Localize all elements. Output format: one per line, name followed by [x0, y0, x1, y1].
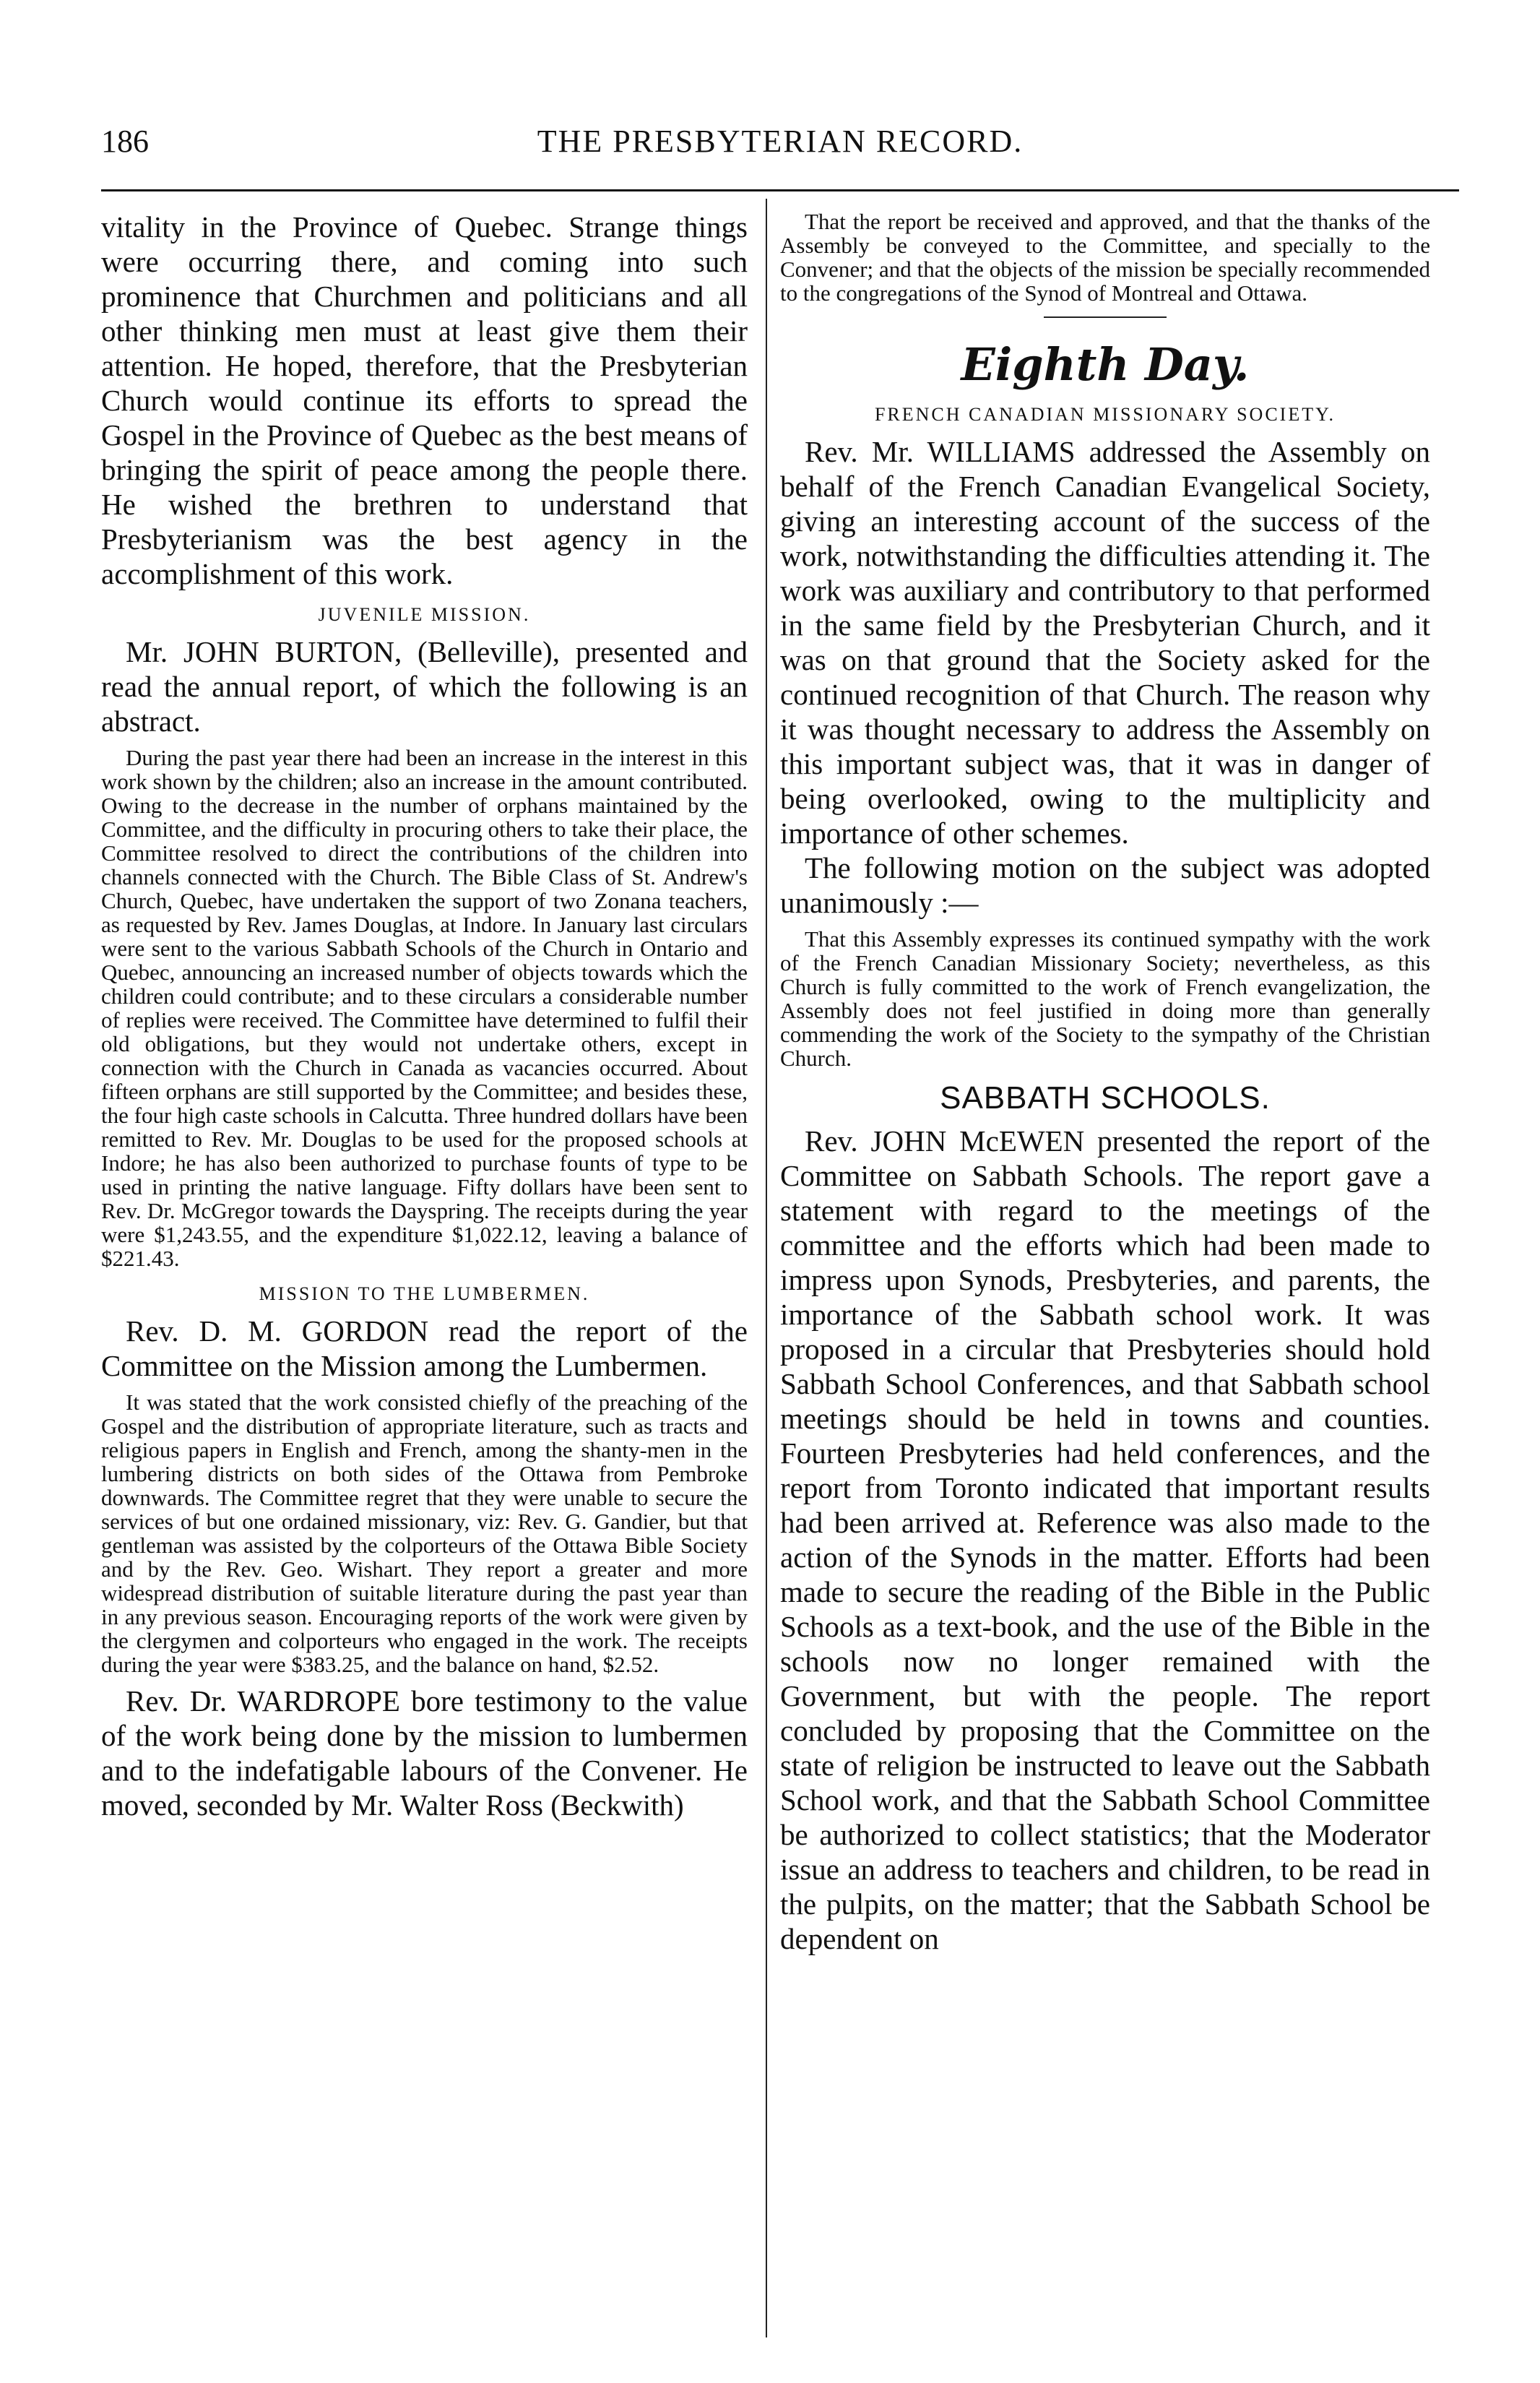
paragraph-resolution: That the report be received and approved, and that the thanks of the Assembly be conveyed to the Committee, and specially to the Convener; and that the objects of the mission be specially recommended to the congregations of the Synod of Montreal and Ottawa.	[780, 209, 1430, 306]
paragraph-juvenile-report: During the past year there had been an increase in the interest in this work shown by the children; also an increase in the amount contributed. Owing to the decrease in the number of orphans maintained by the Committee, and the difficulty in procuring others to take their place, the Committee resolved to direct the contributions of the children into channels connected with the Church. The Bible Class of St. Andrew's Church, Quebec, have undertaken the support of two Zonana teachers, as requested by Rev. James Douglas, at Indore. In January last circulars were sent to the various Sabbath Schools of the Church in Ontario and Quebec, announcing an increased number of objects towards which the children could contribute; and to these circulars a considerable number of replies were received. The Committee have determined to fulfil their old obligations, but they would not undertake others, except in connection with the Church in Canada as vacancies occurred. About fifteen orphans are still supported by the Committee; and besides these, the four high caste schools in Calcutta. Three hundred dollars have been remitted to Rev. Mr. Douglas to be used for the proposed schools at Indore; he has also been authorized to purchase founts of type to be used in printing the native language. Fifty dollars have been sent to Rev. Dr. McGregor towards the Dayspring. The receipts during the year were $1,243.55, and the expenditure $1,022.12, leaving a balance of $221.43.	[101, 745, 748, 1271]
heading-eighth-day: Eighth Day.	[961, 338, 1250, 391]
heading-juvenile-mission: JUVENILE MISSION.	[318, 604, 531, 625]
paragraph-gordon: Rev. D. M. GORDON read the report of the Committee on the Mission among the Lumbermen.	[101, 1314, 748, 1382]
paragraph-quebec: vitality in the Province of Quebec. Strange things were occurring there, and coming into such prominence that Churchmen and politicians and all other thinking men must at least give them their attention. He hoped, therefore, that the Presbyterian Church would continue its efforts to spread the Gospel in the Province of Quebec as the best means of bringing the spirit of peace among the people there. He wished the brethren to understand that Presbyterianism was the best agency in the accomplishment of this work.	[101, 210, 748, 590]
paragraph-lumbermen-report: It was stated that the work consisted chiefly of the preaching of the Gospel and the distribution of appropriate literature, such as tracts and religious papers in English and French, among the shanty-men in the lumbering districts on both sides of the Ottawa from Pembroke downwards. The Committee regret that they were unable to secure the services of but one ordained missionary, viz: Rev. G. Gandier, but that gentleman was assisted by the colporteurs of the Ottawa Bible Society and by the Rev. Geo. Wishart. They report a greater and more widespread distribution of suitable literature during the past year than in any previous season. Encouraging reports of the work were given by the clergymen and colporteurs who engaged in the work. The receipts during the year were $383.25, and the balance on hand, $2.52.	[101, 1389, 748, 1677]
paragraph-motion: That this Assembly expresses its continued sympathy with the work of the French Canadian Missionary Society; nevertheless, as this Church is fully committed to the work of French evangelization, the Assembly does not feel justified in doing more than generally commending the work of the Society to the sympathy of the Christian Church.	[780, 926, 1430, 1071]
paragraph-williams: Rev. Mr. WILLIAMS addressed the Assembly on behalf of the French Canadian Evangelical Society, giving an interesting account of the success of the work, notwithstanding the difficulties attending it. The work was auxiliary and contributory to that performed in the same field by the Presbyterian Church, and it was on that ground that the Society asked for the continued recognition of that Church. The reason why it was thought necessary to address the Assembly on this important subject was, that it was in danger of being overlooked, owing to the multiplicity and importance of other schemes.	[780, 435, 1430, 850]
left-column	[101, 210, 748, 1822]
paragraph-mcewen: Rev. JOHN McEWEN presented the report of the Committee on Sabbath Schools. The report gave a statement with regard to the meetings of the committee and the efforts which had been made to impress upon Synods, Presbyteries, and parents, the importance of the Sabbath school work. It was proposed in a circular that Presbyteries should hold Sabbath School Conferences, and that Sabbath school meetings should be held in towns and counties. Fourteen Presbyteries had held conferences, and the report from Toronto indicated that important results had been arrived at. Reference was also made to the action of the Synods in the matter. Efforts had been made to secure the reading of the Bible in the Public Schools as a text-book, and the use of the Bible in the schools now no longer remained with the Government, but with the people. The report concluded by proposing that the Committee on the state of religion be instructed to leave out the Sabbath School work, and that the Sabbath School Committee be authorized to collect statistics; that the Moderator issue an address to teachers and children, to be read in the pulpits, on the matter; that the Sabbath School be dependent on	[780, 1124, 1430, 1955]
paragraph-wardrope: Rev. Dr. WARDROPE bore testimony to the value of the work being done by the mission to lumbermen and to the indefatigable labours of the Convener. He moved, seconded by Mr. Walter Ross (Beckwith)	[101, 1684, 748, 1822]
paragraph-burton: Mr. JOHN BURTON, (Belleville), presented and read the annual report, of which the following is an abstract.	[101, 635, 748, 738]
header-rule	[101, 189, 1459, 191]
page-number: 186	[101, 124, 149, 159]
right-column	[780, 210, 1430, 1956]
heading-french-canadian-society: FRENCH CANADIAN MISSIONARY SOCIETY.	[874, 404, 1336, 425]
paragraph-motion-intro: The following motion on the subject was adopted unanimously :—	[780, 851, 1430, 919]
section-rule	[1044, 316, 1167, 318]
running-title: THE PRESBYTERIAN RECORD.	[537, 124, 1024, 159]
heading-mission-lumbermen: MISSION TO THE LUMBERMEN.	[259, 1283, 590, 1304]
heading-sabbath-schools: SABBATH SCHOOLS.	[940, 1080, 1271, 1116]
page-header	[101, 123, 1459, 181]
column-divider	[766, 199, 767, 2337]
